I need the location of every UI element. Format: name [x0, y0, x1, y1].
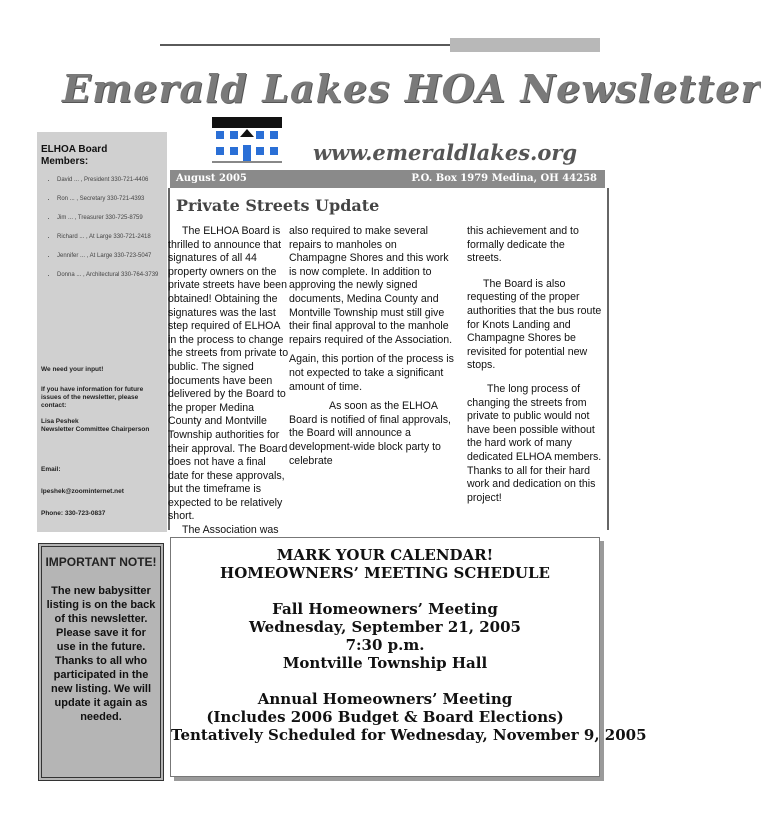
article-paragraph: Again, this portion of the process is not expected to take a significant amount of time.: [289, 353, 454, 393]
contact-name: Lisa Peshek: [41, 418, 79, 425]
note-body: The new babysitter listing is on the back of this newsletter. Please save it for use in the future. Thanks to all who participated in the new listing. We will update it again as needed.: [46, 585, 156, 723]
article-paragraph: this achievement and to formally dedicate the streets.: [467, 225, 579, 265]
calendar-heading: MARK YOUR CALENDAR!: [276, 546, 494, 564]
annual-meeting-title: Annual Homeowners’ Meeting: [257, 690, 513, 708]
article-paragraph: As soon as the ELHOA Board is notified of final approvals, the Board will announce a development-wide block party to celebrate: [289, 400, 451, 467]
issue-bar: [170, 170, 605, 188]
fall-meeting-location: Montville Township Hall: [282, 654, 488, 672]
fall-meeting-date: Wednesday, September 21, 2005: [249, 618, 521, 636]
email-label: Email:: [41, 466, 61, 473]
newsletter-title: Emerald Lakes HOA Newsletter: [62, 66, 761, 111]
board-title: ELHOA Board Members:: [41, 144, 108, 167]
info-text: If you have information for future issues of the newsletter, please contact:: [41, 386, 144, 409]
sidebar: [37, 132, 167, 532]
board-member: • Donna ... , Architectural 330-764-3739: [57, 271, 169, 279]
input-heading: We need your input!: [41, 366, 104, 373]
article-paragraph: The long process of changing the streets from private to public would not have been possible without the hard work of many dedicated ELHOA members. Thanks to all for their hard work and dedication on this project!: [467, 382, 602, 504]
contact-role: Newsletter Committee Chairperson: [41, 426, 150, 433]
fall-meeting-time: 7:30 p.m.: [345, 636, 425, 654]
board-member: • Ron ... , Secretary 330-721-4393: [57, 195, 169, 203]
header-accent-block: [450, 38, 600, 52]
important-note-box: [38, 543, 164, 781]
fall-meeting-title: Fall Homeowners’ Meeting: [272, 600, 498, 618]
note-title: IMPORTANT NOTE!: [45, 555, 157, 569]
board-member: • Jennifer ... , At Large 330-723-5047: [57, 252, 169, 260]
article-column-2: [289, 225, 457, 468]
article-paragraph: The Board is also requesting of the proper authorities that the bus route for Knots Landing and Champagne Shores be revisited for potential new stops.: [467, 277, 602, 372]
board-member: • Richard ... , At Large 330-721-2418: [57, 233, 169, 241]
mailing-address: P.O. Box 1979 Medina, OH 44258: [411, 173, 597, 184]
email-address[interactable]: lpeshek@zoominternet.net: [41, 488, 124, 495]
phone-number: Phone: 330-723-0837: [41, 510, 106, 517]
article-column-1: [168, 225, 289, 538]
meeting-calendar-box: [170, 537, 647, 777]
board-member: • David ... , President 330-721-4406: [57, 176, 169, 184]
article-paragraph: The ELHOA Board is thrilled to announce that signatures of all 44 property owners on the private streets have been obtained! Obtaining the signatures was the last step required of ELHOA in the process to change the streets from private to public. The signed documents have been delivered by the Board to the proper Medina County and Montville Township authorities for their approval. The Board does not have a final date for these approvals, but the timeframe is expected to be relatively short.: [168, 225, 289, 523]
article-column-3: [467, 225, 602, 505]
calendar-subheading: HOMEOWNERS’ MEETING SCHEDULE: [220, 564, 550, 582]
annual-meeting-note: (Includes 2006 Budget & Board Elections): [206, 708, 564, 726]
article-paragraph: The Association was: [182, 524, 279, 537]
article-headline: Private Streets Update: [176, 196, 380, 215]
article-paragraph: also required to make several repairs to manholes on Champagne Shores and this work is now complete. In addition to approving the newly signed documents, Medina County and Montville Township must still give their final approval to the manhole repairs required of the Association.: [289, 225, 453, 346]
issue-date: August 2005: [176, 173, 247, 184]
annual-meeting-date: Tentatively Scheduled for Wednesday, November 9, 2005: [171, 726, 647, 744]
board-member-list: [47, 176, 169, 290]
website-url[interactable]: www.emeraldlakes.org: [313, 140, 578, 165]
house-icon: [212, 117, 282, 163]
board-member: • Jim ... , Treasurer 330-725-8759: [57, 214, 169, 222]
